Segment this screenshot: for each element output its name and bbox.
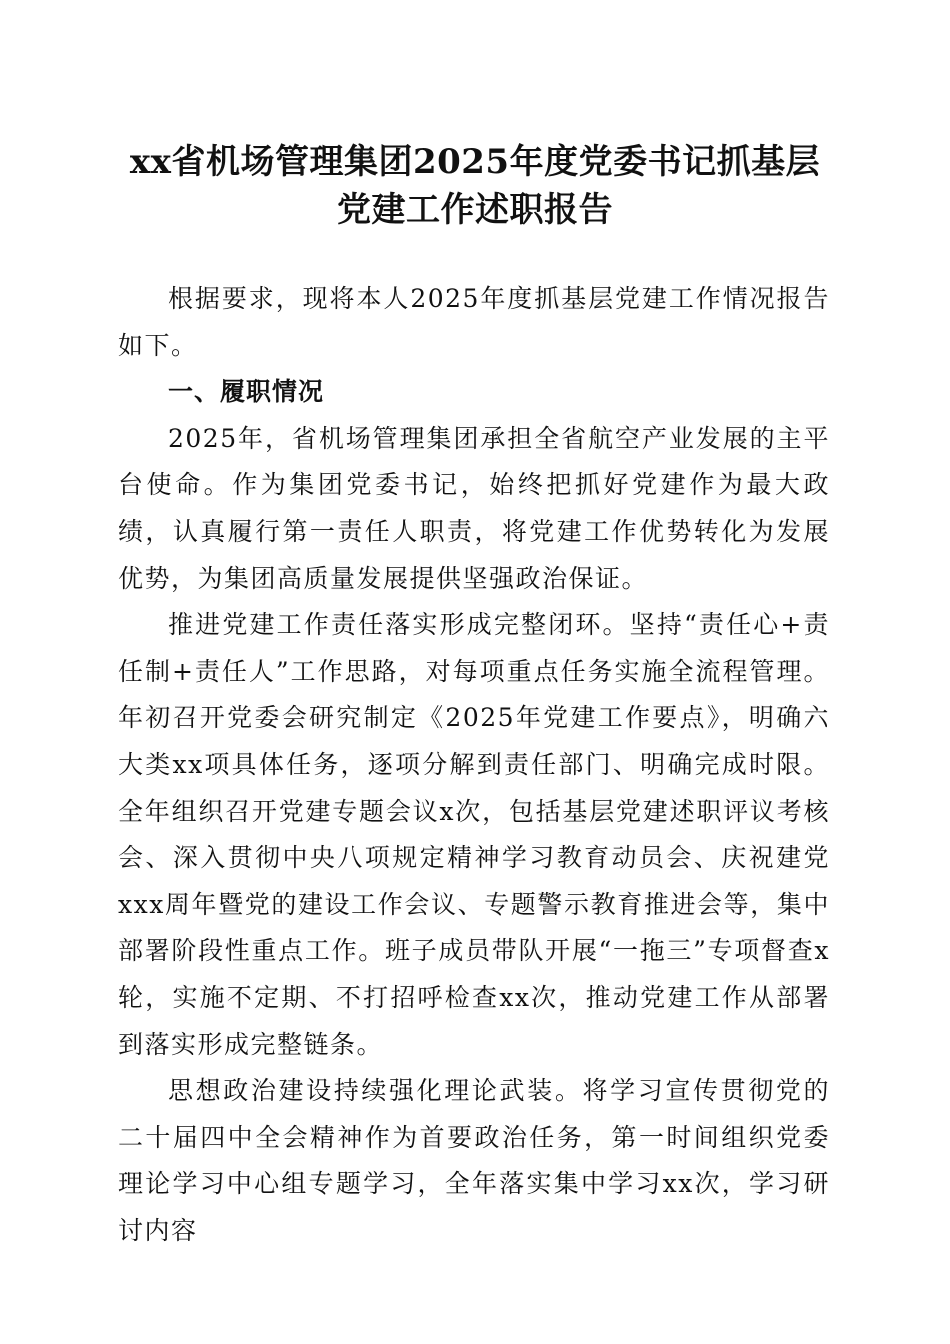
section-heading: 一、履职情况 <box>168 377 325 407</box>
document-title <box>100 138 850 234</box>
body-paragraph: 2025年，省机场管理集团承担全省航空产业发展的主平台使命。作为集团党委书记，始终把抓好党建作为最大政绩，认真履行第一责任人职责，将党建工作优势转化为发展优势，为集团高质量发展提供坚强政治保证。 <box>118 423 830 593</box>
body-paragraph: 思想政治建设持续强化理论武装。将学习宣传贯彻党的二十届四中全会精神作为首要政治任务，第一时间组织党委理论学习中心组专题学习，全年落实集中学习xx次，学习研讨内容 <box>118 1076 830 1245</box>
title-line-2: 党建工作述职报告 <box>337 190 613 230</box>
title-line-1: xx省机场管理集团2025年度党委书记抓基层 <box>129 142 821 182</box>
body-paragraph: 推进党建工作责任落实形成完整闭环。坚持“责任心+责任制+责任人”工作思路，对每项重点任务实施全流程管理。年初召开党委会研究制定《2025年党建工作要点》，明确六大类xx项具体任务，逐项分解到责任部门、明确完成时限。全年组织召开党建专题会议x次，包括基层党建述职评议考核会、深入贯彻中央八项规定精神学习教育动员会、庆祝建党xxx周年暨党的建设工作会议、专题警示教育推进会等，集中部署阶段性重点工作。班子成员带队开展“一拖三”专项督查x轮，实施不定期、不打招呼检查xx次，推动党建工作从部署到落实形成完整链条。 <box>118 610 830 1059</box>
intro-paragraph: 根据要求，现将本人2025年度抓基层党建工作情况报告如下。 <box>118 284 830 360</box>
document-body <box>118 276 830 1254</box>
